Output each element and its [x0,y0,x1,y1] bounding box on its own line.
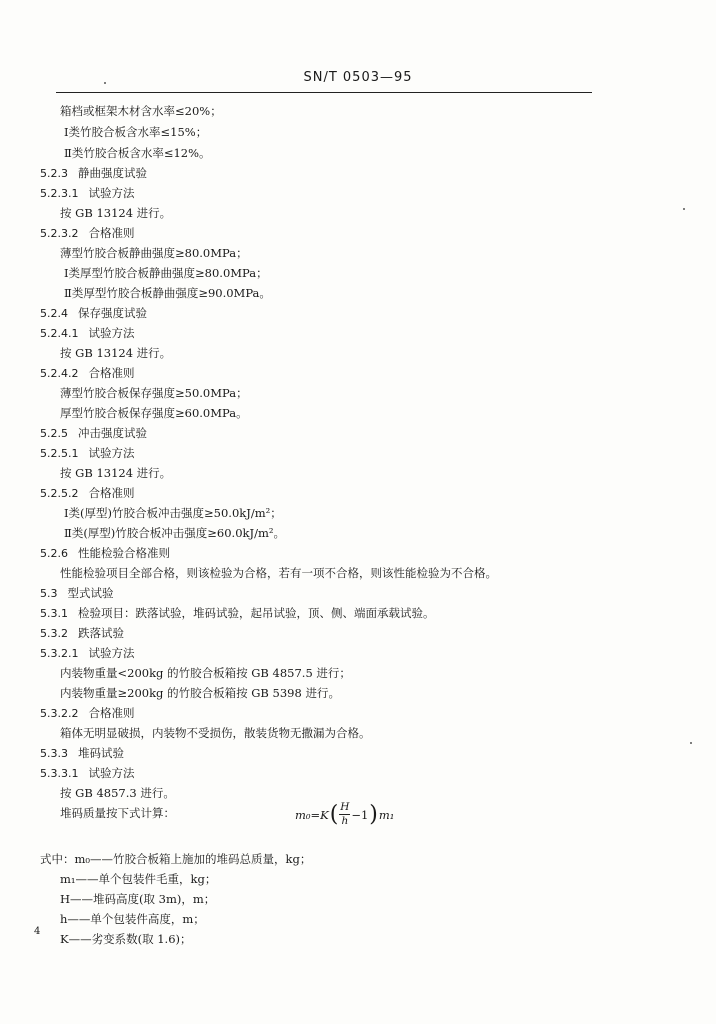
section-number: 5.2.3.1 [40,187,79,200]
section-number: 5.2.5.1 [40,447,79,460]
formula-numerator: H [340,801,350,813]
line-text: 合格准则 [88,486,135,500]
section-heading [40,366,134,381]
body-line [60,104,222,118]
line-text: 厚型竹胶合板保存强度≥60.0MPa。 [60,406,248,420]
section-heading [40,326,134,341]
section-number: 5.3.3 [40,747,68,760]
line-text: 试验方法 [88,446,135,460]
section-number: 5.2.5 [40,427,68,440]
line-text: 型式试验 [67,586,114,600]
body-line [60,246,248,260]
section-number: 5.2.3 [40,167,68,180]
body-line [64,286,271,300]
line-text: 跌落试验 [78,626,124,640]
line-text: 按 GB 13124 进行。 [60,466,172,480]
line-text: Ⅱ类厚型竹胶合板静曲强度≥90.0MPa。 [64,286,271,300]
body-line [60,206,171,220]
body-line [60,346,171,360]
section-heading [40,446,134,461]
section-heading [40,186,134,201]
formula-right-paren: ) [369,801,378,827]
line-text: 性能检验项目全部合格，则该检验为合格，若有一项不合格，则该性能检验为不合格。 [60,566,497,580]
section-number: 5.3 [40,587,58,600]
section-number: 5.3.1 [40,607,68,620]
stacking-formula [295,802,394,827]
section-heading [40,546,170,561]
section-number: 5.3.3.1 [40,767,79,780]
section-heading [40,426,147,441]
body-line [40,852,311,866]
scan-speck [690,742,692,744]
section-heading [40,586,114,601]
line-text: 合格准则 [88,706,135,720]
body-line [64,526,285,540]
line-text: H——堆码高度(取 3m)，m； [60,892,216,906]
body-line [60,726,371,740]
line-text: 试验方法 [88,766,135,780]
line-text: Ⅱ类竹胶合板含水率≤12%。 [64,146,211,160]
line-text: 按 GB 4857.3 进行。 [60,786,175,800]
line-text: 内装物重量<200kg 的竹胶合板箱按 GB 4857.5 进行； [60,666,351,680]
line-text: 合格准则 [88,226,135,240]
line-text: 薄型竹胶合板保存强度≥50.0MPa； [60,386,248,400]
section-heading [40,606,435,621]
section-heading [40,166,147,181]
section-heading [40,306,147,321]
body-line [64,125,207,139]
line-text: Ⅱ类(厚型)竹胶合板冲击强度≥60.0kJ/m²。 [64,526,285,540]
body-line [60,892,215,906]
body-line [60,466,171,480]
formula-denominator: h [341,815,349,827]
body-line [60,912,205,926]
line-text: 试验方法 [88,186,135,200]
line-text: 箱档或框架木材含水率≤20%； [60,104,222,118]
line-text: Ⅰ类厚型竹胶合板静曲强度≥80.0MPa； [64,266,268,280]
line-text: 堆码试验 [78,746,124,760]
line-text: 冲击强度试验 [78,426,147,440]
section-heading [40,766,134,781]
line-text: 试验方法 [88,646,135,660]
line-text: 箱体无明显破损，内装物不受损伤，散装货物无撒漏为合格。 [60,726,371,740]
body-line [64,266,268,280]
section-number: 5.2.4.2 [40,367,79,380]
section-number: 5.3.2.1 [40,647,79,660]
body-line [60,386,248,400]
section-heading [40,706,134,721]
line-text: 合格准则 [88,366,135,380]
body-line [64,146,211,160]
body-line [60,686,340,700]
line-text: Ⅰ类竹胶合板含水率≤15%； [64,125,208,139]
line-text: 堆码质量按下式计算： [60,806,175,820]
body-line [60,786,175,800]
line-text: 薄型竹胶合板静曲强度≥80.0MPa； [60,246,248,260]
section-heading [40,646,134,661]
scan-speck [104,82,106,84]
formula-minus-one: −1 [351,807,369,822]
section-number: 5.2.3.2 [40,227,79,240]
body-line [60,872,216,886]
section-number: 5.2.5.2 [40,487,79,500]
line-text: 式中：m₀——竹胶合板箱上施加的堆码总质量，kg； [40,852,312,866]
line-text: 按 GB 13124 进行。 [60,206,172,220]
formula-left-paren: ( [329,801,339,827]
line-text: 试验方法 [88,326,135,340]
section-number: 5.3.2 [40,627,68,640]
line-text: Ⅰ类(厚型)竹胶合板冲击强度≥50.0kJ/m²； [64,506,282,520]
section-number: 5.2.4.1 [40,327,79,340]
line-text: 保存强度试验 [78,306,147,320]
line-text: K——劣变系数(取 1.6)； [60,932,192,946]
body-line [60,666,351,680]
page-header: SN/T 0503—95 [303,70,413,85]
section-number: 5.2.4 [40,307,68,320]
section-number: 5.2.6 [40,547,68,560]
body-line [60,806,175,820]
page-number: 4 [34,926,41,937]
formula-rhs: m₁ [378,807,395,822]
body-line [64,506,282,520]
body-line [60,932,192,946]
section-number: 5.3.2.2 [40,707,79,720]
line-text: 内装物重量≥200kg 的竹胶合板箱按 GB 5398 进行。 [60,686,340,700]
section-heading [40,226,134,241]
body-line [60,406,248,420]
section-heading [40,626,124,641]
line-text: 性能检验合格准则 [78,546,170,560]
line-text: 检验项目：跌落试验，堆码试验，起吊试验，顶、侧、端面承载试验。 [78,606,435,620]
body-line [60,566,497,580]
line-text: 按 GB 13124 进行。 [60,346,172,360]
section-heading [40,486,134,501]
section-heading [40,746,124,761]
formula-fraction [339,802,350,827]
line-text: h——单个包装件高度，m； [60,912,205,926]
line-text: m₁——单个包装件毛重，kg； [60,872,217,886]
formula-lhs: m₀=K [295,807,329,822]
scan-speck [683,208,685,210]
line-text: 静曲强度试验 [78,166,147,180]
